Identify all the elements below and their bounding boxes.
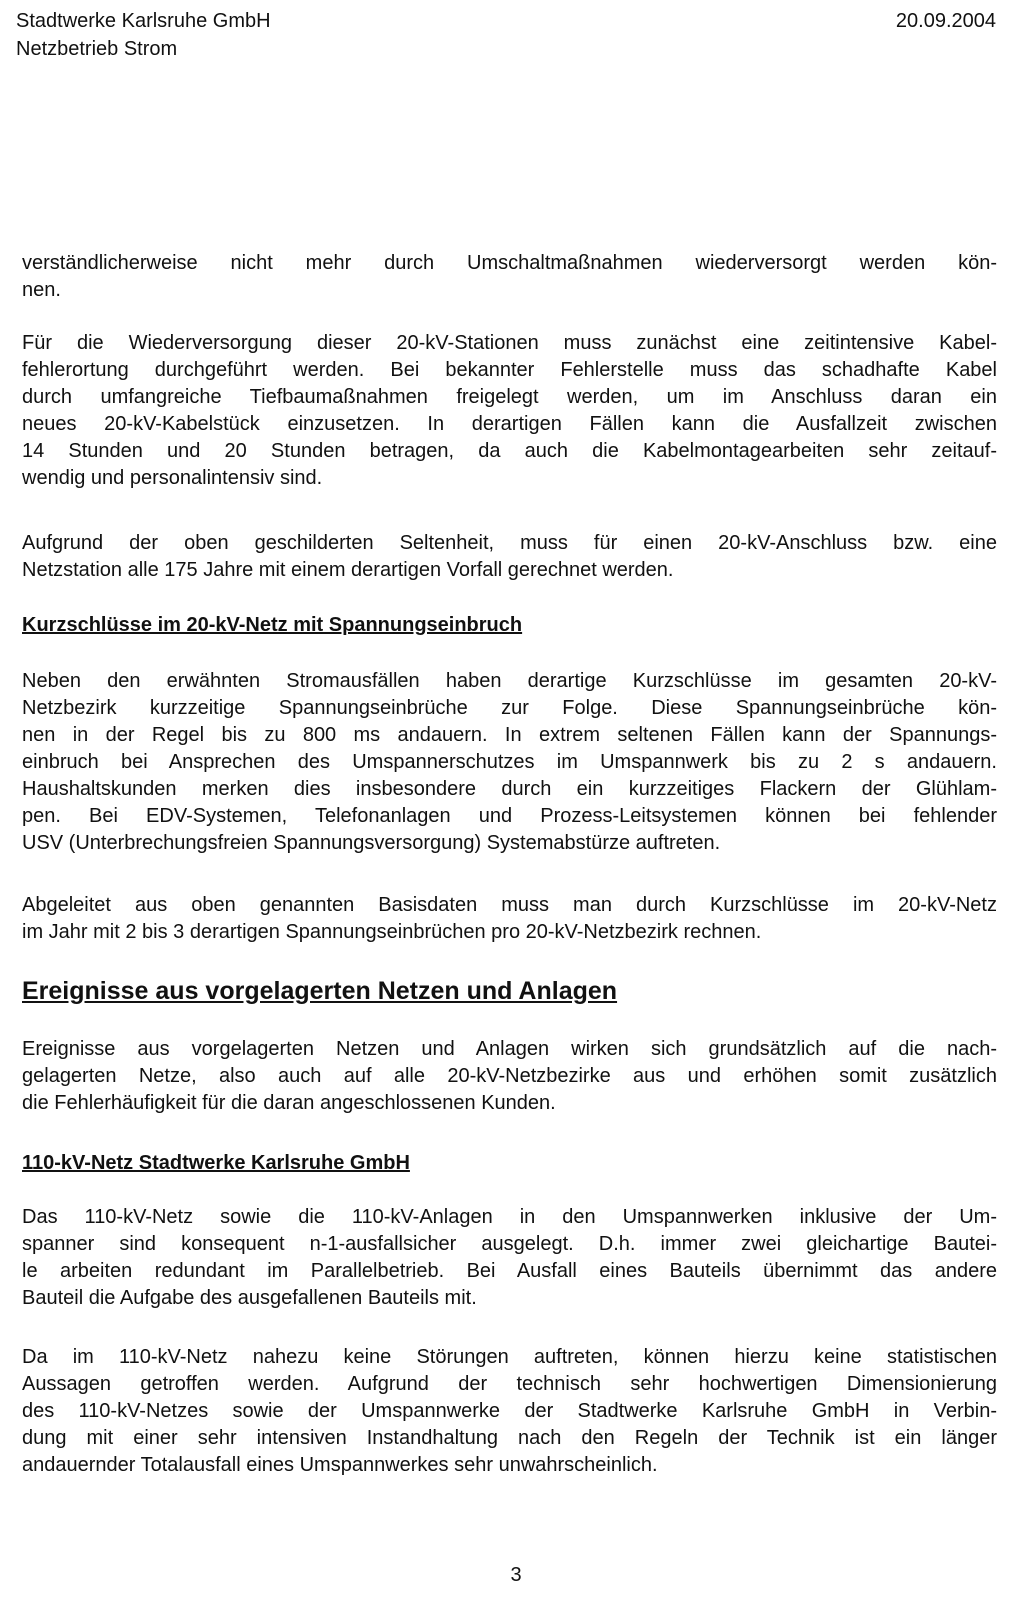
text-line: wendig und personalintensiv sind. bbox=[22, 467, 323, 489]
text-line: die Fehlerhäufigkeit für die daran angeschlossenen Kunden. bbox=[22, 1092, 556, 1114]
paragraph-upstream bbox=[22, 1036, 997, 1117]
text-line: Abgeleitet aus oben genannten Basisdaten muss man durch Kurzschlüsse im 20-kV-Netz bbox=[22, 894, 997, 916]
text-line: Das 110-kV-Netz sowie die 110-kV-Anlagen in den Umspannwerken inklusive der Um- bbox=[22, 1206, 997, 1228]
text-line: Da im 110-kV-Netz nahezu keine Störungen auftreten, können hierzu keine statistischen bbox=[22, 1346, 997, 1368]
text-line: nen in der Regel bis zu 800 ms andauern. In extrem seltenen Fällen kann der Spannungs- bbox=[22, 724, 997, 746]
header-company: Stadtwerke Karlsruhe GmbH bbox=[16, 10, 271, 32]
text-line: Haushaltskunden merken dies insbesondere durch ein kurzzeitiges Flackern der Glühlam- bbox=[22, 778, 997, 800]
paragraph-110kv-statistics bbox=[22, 1344, 997, 1479]
text-line: Bauteil die Aufgabe des ausgefallenen Bauteils mit. bbox=[22, 1287, 477, 1309]
text-line: pen. Bei EDV-Systemen, Telefonanlagen und Prozess-Leitsystemen können bei fehlender bbox=[22, 805, 997, 827]
text-line: spanner sind konsequent n-1-ausfallsicher ausgelegt. D.h. immer zwei gleichartige Bautei- bbox=[22, 1233, 997, 1255]
text-line: verständlicherweise nicht mehr durch Umschaltmaßnahmen wiederversorgt werden kön- bbox=[22, 252, 997, 274]
paragraph-110kv-redundancy bbox=[22, 1204, 997, 1312]
paragraph-restoration bbox=[22, 330, 997, 492]
text-line: USV (Unterbrechungsfreien Spannungsversorgung) Systemabstürze auftreten. bbox=[22, 832, 721, 854]
text-line: einbruch bei Ansprechen des Umspannerschutzes im Umspannwerk bis zu 2 s andauern. bbox=[22, 751, 997, 773]
paragraph-derived bbox=[22, 892, 997, 946]
text-line: 14 Stunden und 20 Stunden betragen, da auch die Kabelmontagearbeiten sehr zeitauf- bbox=[22, 440, 997, 462]
text-line: Aufgrund der oben geschilderten Seltenheit, muss für einen 20-kV-Anschluss bzw. eine bbox=[22, 532, 997, 554]
paragraph-voltage-dips bbox=[22, 668, 997, 857]
paragraph-rarity bbox=[22, 530, 997, 584]
text-line: Für die Wiederversorgung dieser 20-kV-Stationen muss zunächst eine zeitintensive Kabel- bbox=[22, 332, 997, 354]
text-line: gelagerten Netze, also auch auf alle 20-kV-Netzbezirke aus und erhöhen somit zusätzlich bbox=[22, 1065, 997, 1087]
text-line: im Jahr mit 2 bis 3 derartigen Spannungseinbrüchen pro 20-kV-Netzbezirk rechnen. bbox=[22, 921, 762, 943]
text-line: fehlerortung durchgeführt werden. Bei bekannter Fehlerstelle muss das schadhafte Kabel bbox=[22, 359, 997, 381]
text-line: neues 20-kV-Kabelstück einzusetzen. In derartigen Fällen kann die Ausfallzeit zwischen bbox=[22, 413, 997, 435]
text-line: dung mit einer sehr intensiven Instandhaltung nach den Regeln der Technik ist ein länger bbox=[22, 1427, 997, 1449]
text-line: durch umfangreiche Tiefbaumaßnahmen freigelegt werden, um im Anschluss daran ein bbox=[22, 386, 997, 408]
header-date: 20.09.2004 bbox=[895, 10, 996, 32]
page-number: 3 bbox=[510, 1564, 522, 1586]
text-line: Aussagen getroffen werden. Aufgrund der technisch sehr hochwertigen Dimensionierung bbox=[22, 1373, 997, 1395]
heading-upstream-events: Ereignisse aus vorgelagerten Netzen und Anlagen bbox=[22, 977, 618, 1005]
text-line: Neben den erwähnten Stromausfällen haben derartige Kurzschlüsse im gesamten 20-kV- bbox=[22, 670, 997, 692]
heading-110kv-network: 110-kV-Netz Stadtwerke Karlsruhe GmbH bbox=[22, 1152, 410, 1174]
paragraph-continuation bbox=[22, 250, 997, 304]
text-line: des 110-kV-Netzes sowie der Umspannwerke der Stadtwerke Karlsruhe GmbH in Verbin- bbox=[22, 1400, 997, 1422]
text-line: nen. bbox=[22, 279, 61, 301]
text-line: Netzstation alle 175 Jahre mit einem derartigen Vorfall gerechnet werden. bbox=[22, 559, 674, 581]
text-line: Ereignisse aus vorgelagerten Netzen und Anlagen wirken sich grundsätzlich auf die nach- bbox=[22, 1038, 997, 1060]
text-line: andauernder Totalausfall eines Umspannwerkes sehr unwahrscheinlich. bbox=[22, 1454, 658, 1476]
heading-short-circuits: Kurzschlüsse im 20-kV-Netz mit Spannungseinbruch bbox=[22, 614, 523, 636]
header-department: Netzbetrieb Strom bbox=[16, 38, 178, 60]
text-line: le arbeiten redundant im Parallelbetrieb. Bei Ausfall eines Bauteils übernimmt das andere bbox=[22, 1260, 997, 1282]
text-line: Netzbezirk kurzzeitige Spannungseinbrüche zur Folge. Diese Spannungseinbrüche kön- bbox=[22, 697, 997, 719]
